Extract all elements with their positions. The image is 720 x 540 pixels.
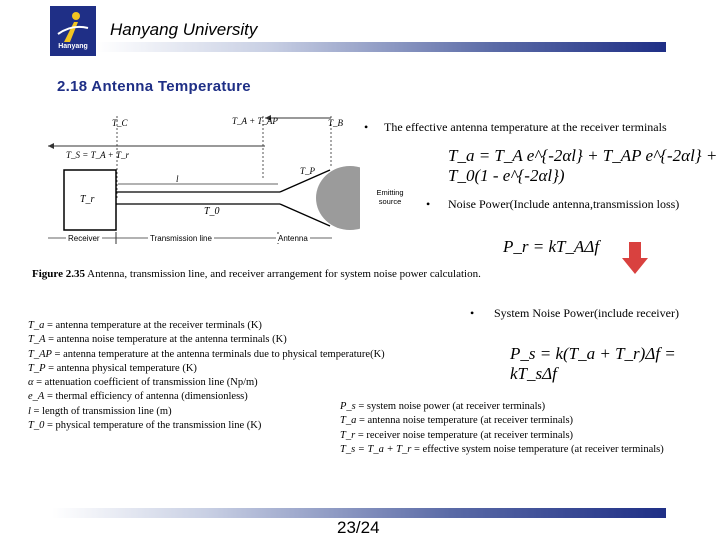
label-tb: T_B	[328, 118, 344, 128]
def-symbol: e_A	[28, 391, 45, 403]
def-text: = thermal efficiency of antenna (dimensionless)	[46, 391, 248, 403]
label-transmission-line: Transmission line	[150, 234, 212, 243]
label-ts-eq: T_S = T_A + T_r	[66, 150, 129, 160]
def-text: = length of transmission line (m)	[33, 405, 172, 417]
def-symbol: T_s = T_a + T_r	[340, 443, 412, 455]
down-arrow-icon	[622, 242, 648, 274]
def-symbol: T_a	[340, 415, 357, 427]
figure-caption	[32, 268, 481, 280]
university-name: Hanyang University	[110, 20, 258, 39]
left-arrowhead	[48, 143, 54, 149]
def-row	[28, 319, 448, 333]
caption-label: Figure 2.35	[32, 268, 85, 280]
def-text: = antenna noise temperature at the antenna terminals (K)	[48, 334, 287, 346]
def-row	[28, 333, 448, 347]
label-receiver: Receiver	[68, 234, 100, 243]
emitting-source-blob	[316, 166, 360, 230]
def-row	[340, 400, 710, 414]
bullet-dot-2: •	[426, 197, 431, 211]
label-t0: T_0	[204, 206, 220, 217]
def-row	[28, 362, 448, 376]
page-number: 23/24	[337, 518, 380, 537]
bullet-system-noise: System Noise Power(include receiver)	[494, 306, 679, 320]
def-text: = antenna noise temperature (at receiver terminals)	[358, 415, 574, 427]
equation-ps: P_s = k(T_a + T_r)Δf = kT_sΔf	[510, 344, 676, 383]
label-ta-tap: T_A + T_AP	[232, 116, 278, 126]
label-l: l	[176, 174, 179, 184]
def-text: = antenna temperature at the antenna terminals due to physical temperature(K)	[54, 348, 385, 360]
def-symbol: α	[28, 377, 34, 389]
def-row	[340, 443, 710, 457]
emitting-source-label: Emitting source	[376, 188, 404, 206]
def-row	[28, 376, 448, 390]
label-tc: T_C	[112, 118, 128, 128]
def-row	[340, 429, 710, 443]
caption-text: Antenna, transmission line, and receiver arrangement for system noise power calculation.	[87, 268, 481, 280]
def-symbol: T_a	[28, 320, 45, 331]
def-symbol: T_0	[28, 420, 45, 432]
def-symbol: T_P	[28, 362, 46, 374]
label-tp: T_P	[300, 166, 316, 176]
def-text: = physical temperature of the transmission line (K)	[46, 420, 262, 432]
def-symbol: l	[28, 405, 31, 417]
def-text: = antenna temperature at the receiver terminals (K)	[46, 320, 262, 331]
equation-pr: P_r = kT_AΔf	[503, 237, 600, 256]
header-bar	[96, 42, 666, 52]
def-symbol: T_r	[340, 429, 356, 441]
def-text: = attenuation coefficient of transmission line (Np/m)	[36, 377, 258, 389]
equation-ta: T_a = T_A e^{-2αl} + T_AP e^{-2αl} + T_0(1 - e^{-2αl})	[448, 146, 718, 185]
label-antenna: Antenna	[278, 234, 308, 243]
slide-title: 2.18 Antenna Temperature	[57, 78, 251, 95]
def-row	[340, 414, 710, 428]
university-logo	[50, 6, 96, 56]
bullet-dot-1: •	[364, 120, 369, 134]
logo-text: Hanyang	[58, 43, 88, 50]
bullet-dot-3: •	[470, 306, 475, 320]
label-tr: T_r	[80, 194, 95, 205]
footer-bar	[52, 508, 666, 518]
def-symbol: T_AP	[28, 348, 52, 360]
bullet-noise-power: Noise Power(Include antenna,transmission loss)	[448, 197, 680, 211]
def-text: = system noise power (at receiver terminals)	[358, 401, 546, 412]
antenna-diagram	[40, 108, 360, 248]
def-text: = effective system noise temperature (at receiver terminals)	[414, 443, 664, 455]
def-symbol: T_A	[28, 334, 46, 346]
def-text: = receiver noise temperature (at receiver terminals)	[357, 429, 574, 441]
bullet-effective: The effective antenna temperature at the receiver terminals	[384, 120, 667, 134]
definitions-right	[340, 400, 710, 457]
def-text: = antenna physical temperature (K)	[48, 362, 197, 374]
def-row	[28, 348, 448, 362]
def-symbol: P_s	[340, 401, 356, 412]
